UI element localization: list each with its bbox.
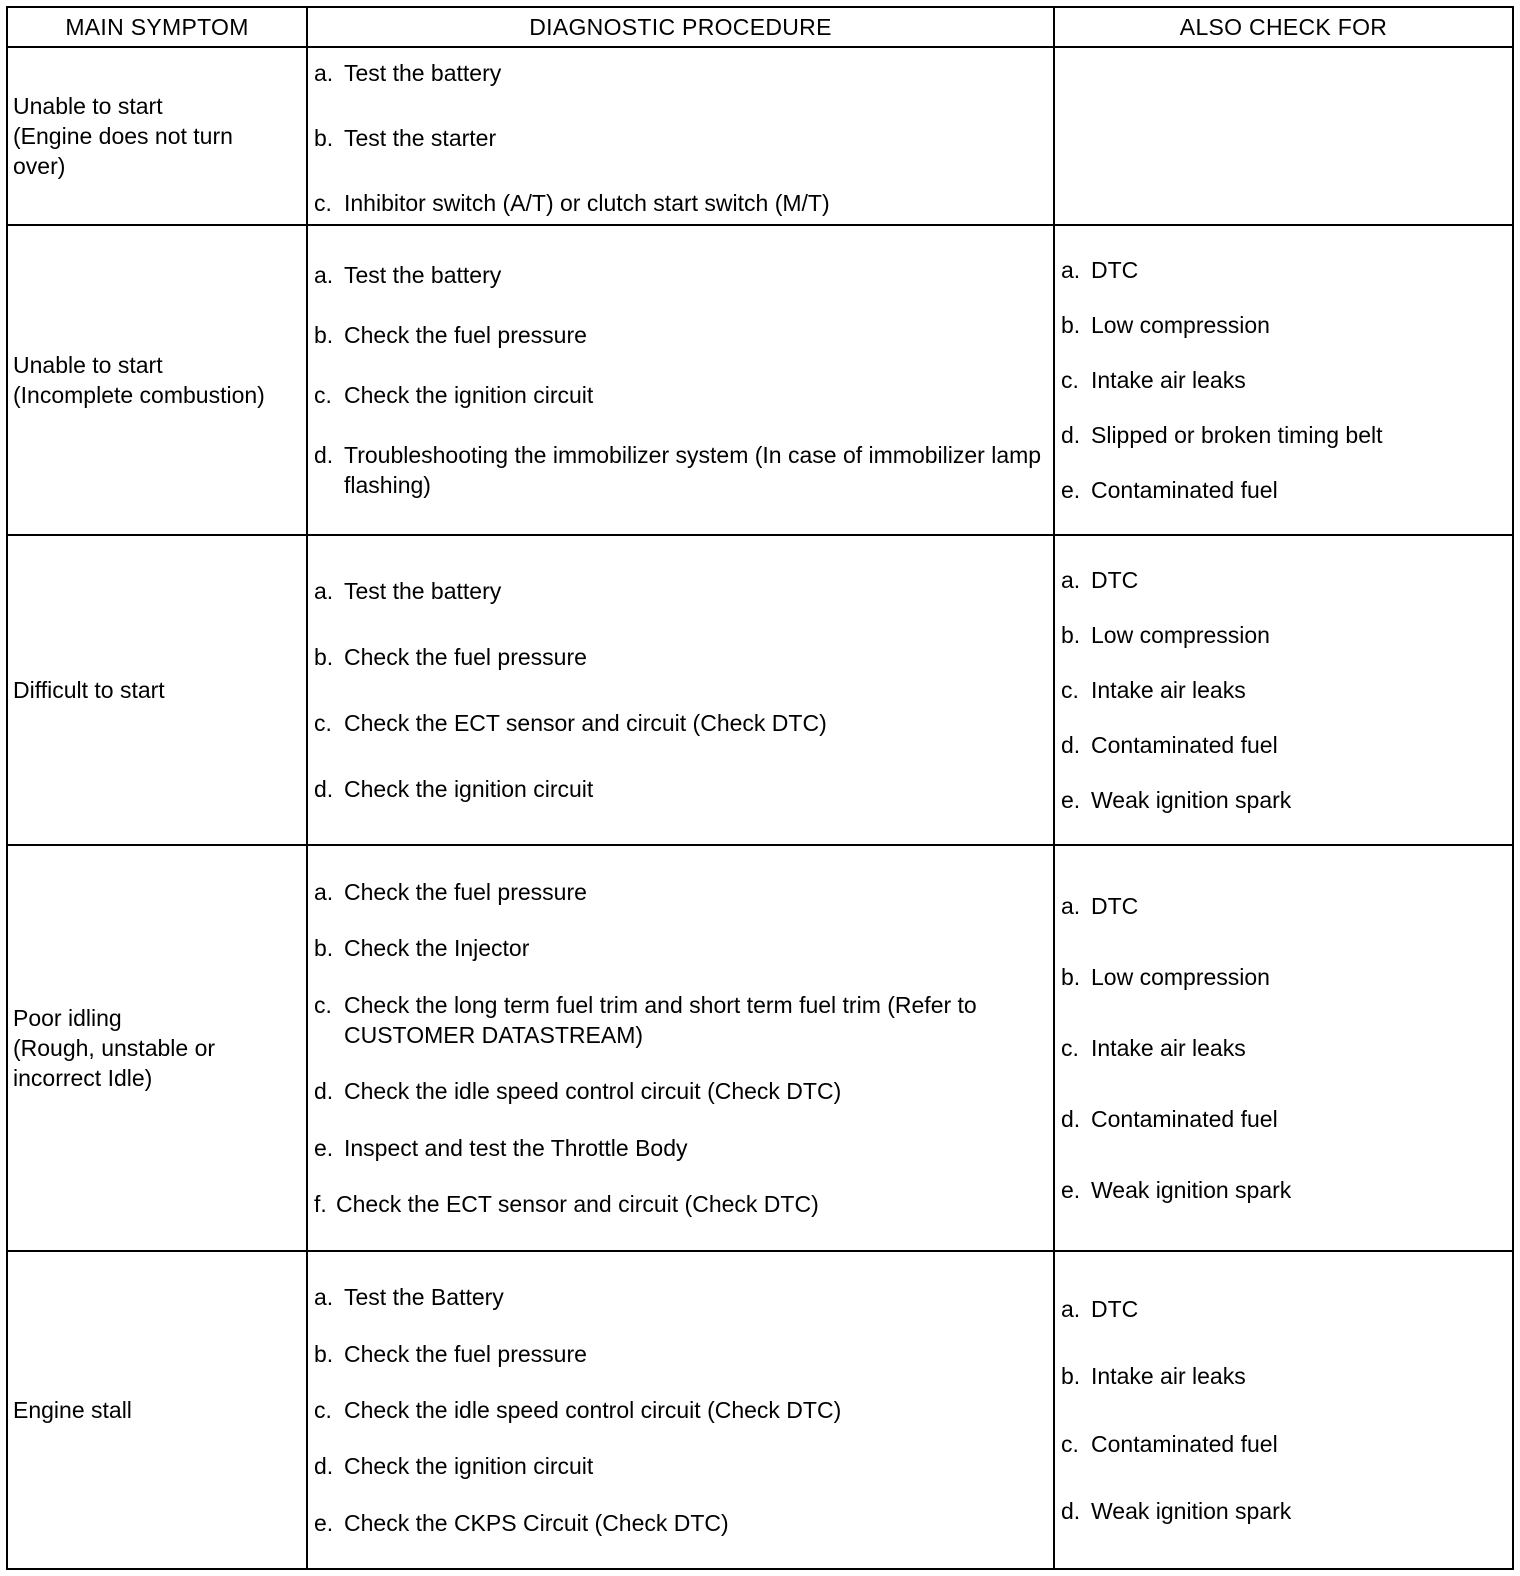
item-marker: d. [314, 442, 334, 468]
item-text: DTC [1091, 893, 1139, 919]
procedure-item [314, 260, 1043, 290]
item-marker: c. [1061, 367, 1079, 393]
item-marker: e. [1061, 1177, 1081, 1203]
item-text: Contaminated fuel [1091, 1106, 1278, 1132]
also-check-item [1061, 1104, 1502, 1134]
also-check-item [1061, 891, 1502, 921]
symptom-cell [8, 1252, 308, 1568]
item-marker: b. [1061, 964, 1081, 990]
item-marker: d. [314, 1453, 334, 1480]
item-marker: a. [314, 578, 334, 604]
item-text: Check the fuel pressure [344, 878, 587, 905]
procedure-item [314, 320, 1043, 350]
item-marker: b. [1061, 622, 1081, 648]
header-also-check-for: ALSO CHECK FOR [1055, 8, 1512, 48]
also-check-item [1061, 1429, 1502, 1459]
also-check-cell [1055, 846, 1512, 1252]
item-text: Check the CKPS Circuit (Check DTC) [344, 1509, 729, 1536]
item-marker: f. [314, 1191, 327, 1218]
also-check-item [1061, 620, 1502, 650]
symptom-cell [8, 536, 308, 846]
item-text: DTC [1091, 1295, 1139, 1322]
item-marker: a. [314, 1284, 334, 1311]
procedure-item [314, 440, 1043, 500]
item-text: Contaminated fuel [1091, 477, 1278, 503]
also-check-item [1061, 365, 1502, 395]
also-check-item [1061, 785, 1502, 815]
item-marker: d. [314, 776, 334, 802]
also-check-item [1061, 730, 1502, 760]
procedure-item [314, 380, 1043, 410]
item-text: DTC [1091, 257, 1139, 283]
item-text: Intake air leaks [1091, 367, 1246, 393]
diagnostic-table [6, 6, 1514, 1570]
procedure-item [314, 188, 1043, 218]
item-text: Check the ECT sensor and circuit (Check DTC) [336, 1191, 819, 1218]
symptom-text: Unable to start (Incomplete combustion) [13, 352, 265, 408]
also-check-cell [1055, 48, 1512, 226]
symptom-text: Engine stall [13, 1397, 132, 1423]
also-check-item [1061, 1033, 1502, 1063]
procedure-item [314, 774, 1043, 804]
item-marker: b. [314, 935, 334, 962]
item-marker: e. [1061, 787, 1081, 813]
item-text: Low compression [1091, 964, 1270, 990]
item-marker: a. [1061, 567, 1081, 593]
item-text: Check the ECT sensor and circuit (Check DTC) [344, 710, 827, 736]
item-text: Intake air leaks [1091, 1035, 1246, 1061]
item-text: Check the ignition circuit [344, 776, 594, 802]
item-text: Slipped or broken timing belt [1091, 422, 1383, 448]
item-marker: a. [314, 262, 334, 288]
also-check-item [1061, 420, 1502, 450]
item-text: Check the ignition circuit [344, 1453, 594, 1480]
item-text: Low compression [1091, 622, 1270, 648]
item-text: Test the battery [344, 262, 502, 288]
procedure-item [314, 642, 1043, 672]
procedure-item [314, 933, 1043, 963]
item-text: Check the fuel pressure [344, 322, 587, 348]
also-check-item [1061, 565, 1502, 595]
item-marker: b. [314, 322, 334, 348]
item-marker: c. [1061, 1035, 1079, 1061]
item-marker: a. [314, 60, 334, 86]
also-check-item [1061, 255, 1502, 285]
procedure-cell [308, 846, 1055, 1252]
also-check-cell [1055, 1252, 1512, 1568]
item-marker: e. [314, 1509, 334, 1536]
item-text: Check the fuel pressure [344, 644, 587, 670]
procedure-item [314, 1451, 1043, 1481]
symptom-text: Poor idling (Rough, unstable or incorrect Idle) [13, 1005, 216, 1091]
item-text: Inspect and test the Throttle Body [344, 1134, 688, 1161]
also-check-item [1061, 1361, 1502, 1391]
procedure-item [314, 123, 1043, 153]
also-check-item [1061, 675, 1502, 705]
procedure-item [314, 1076, 1043, 1106]
item-text: Troubleshooting the immobilizer system (In case of immobilizer lamp flashing) [344, 442, 1042, 498]
procedure-item [314, 877, 1043, 907]
procedure-item [314, 1189, 1043, 1219]
item-marker: b. [1061, 1363, 1081, 1390]
item-text: Weak ignition spark [1091, 1498, 1292, 1525]
item-text: Contaminated fuel [1091, 732, 1278, 758]
procedure-item [314, 1339, 1043, 1369]
also-check-item [1061, 310, 1502, 340]
item-marker: a. [1061, 1295, 1081, 1322]
item-marker: a. [1061, 257, 1081, 283]
symptom-cell [8, 226, 308, 536]
item-marker: d. [1061, 732, 1081, 758]
item-text: Check the long term fuel trim and short term fuel trim (Refer to CUSTOMER DATASTREAM) [344, 991, 977, 1048]
header-main-symptom: MAIN SYMPTOM [8, 8, 308, 48]
procedure-item [314, 708, 1043, 738]
item-text: Check the ignition circuit [344, 382, 594, 408]
item-marker: c. [314, 382, 332, 408]
item-marker: c. [314, 991, 332, 1018]
item-marker: d. [1061, 422, 1081, 448]
symptom-cell [8, 48, 308, 226]
item-marker: b. [314, 644, 334, 670]
item-text: Test the battery [344, 60, 502, 86]
procedure-cell [308, 1252, 1055, 1568]
item-text: Weak ignition spark [1091, 1177, 1292, 1203]
also-check-cell [1055, 536, 1512, 846]
symptom-cell [8, 846, 308, 1252]
also-check-item [1061, 1175, 1502, 1205]
item-marker: c. [1061, 1430, 1079, 1457]
item-text: Intake air leaks [1091, 1363, 1246, 1390]
item-text: Check the idle speed control circuit (Check DTC) [344, 1078, 842, 1105]
item-marker: b. [314, 1340, 334, 1367]
procedure-item [314, 1395, 1043, 1425]
procedure-item [314, 1508, 1043, 1538]
item-text: Check the Injector [344, 935, 530, 962]
item-marker: c. [314, 190, 332, 216]
item-marker: a. [314, 878, 334, 905]
item-text: Inhibitor switch (A/T) or clutch start switch (M/T) [344, 190, 830, 216]
symptom-text: Difficult to start [13, 677, 165, 703]
item-text: Check the idle speed control circuit (Check DTC) [344, 1396, 842, 1423]
procedure-item [314, 990, 1043, 1050]
item-marker: d. [1061, 1498, 1081, 1525]
item-marker: e. [314, 1134, 334, 1161]
item-text: Low compression [1091, 312, 1270, 338]
item-marker: c. [314, 1396, 332, 1423]
also-check-item [1061, 962, 1502, 992]
item-marker: c. [1061, 677, 1079, 703]
item-marker: e. [1061, 477, 1081, 503]
also-check-item [1061, 1294, 1502, 1324]
also-check-cell [1055, 226, 1512, 536]
item-marker: d. [1061, 1106, 1081, 1132]
item-marker: b. [314, 125, 334, 151]
procedure-item [314, 1282, 1043, 1312]
symptom-text: Unable to start (Engine does not turn over) [13, 93, 233, 179]
procedure-item [314, 576, 1043, 606]
item-text: Intake air leaks [1091, 677, 1246, 703]
item-marker: d. [314, 1078, 334, 1105]
item-marker: a. [1061, 893, 1081, 919]
item-text: Test the Battery [344, 1284, 504, 1311]
procedure-item [314, 1133, 1043, 1163]
item-text: DTC [1091, 567, 1139, 593]
also-check-item [1061, 475, 1502, 505]
item-text: Test the starter [344, 125, 497, 151]
procedure-cell [308, 48, 1055, 226]
item-text: Check the fuel pressure [344, 1340, 587, 1367]
procedure-item [314, 58, 1043, 88]
item-marker: b. [1061, 312, 1081, 338]
header-diagnostic-procedure: DIAGNOSTIC PROCEDURE [308, 8, 1055, 48]
item-text: Contaminated fuel [1091, 1430, 1278, 1457]
item-text: Weak ignition spark [1091, 787, 1292, 813]
item-marker: c. [314, 710, 332, 736]
item-text: Test the battery [344, 578, 502, 604]
procedure-cell [308, 536, 1055, 846]
also-check-item [1061, 1496, 1502, 1526]
procedure-cell [308, 226, 1055, 536]
